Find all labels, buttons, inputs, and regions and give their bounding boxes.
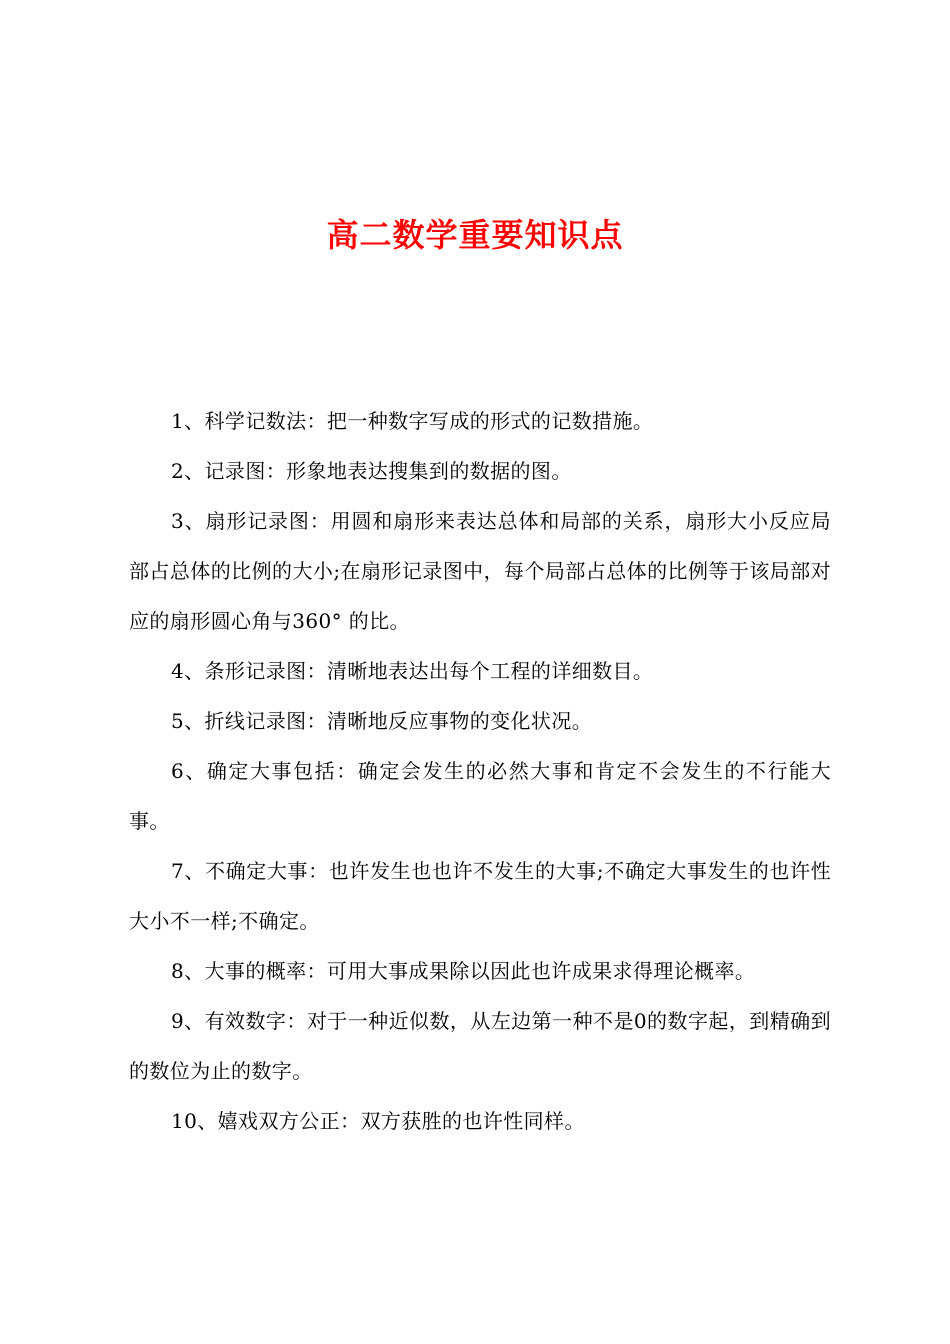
paragraph-10: 10、嬉戏双方公正：双方获胜的也许性同样。	[171, 1109, 585, 1133]
page-title: 高二数学重要知识点	[326, 216, 624, 254]
paragraph-4: 4、条形记录图：清晰地表达出每个工程的详细数目。	[171, 659, 654, 683]
paragraph-6: 6、确定大事包括：确定会发生的必然大事和肯定不会发生的不行能大事。	[129, 759, 831, 833]
paragraph-9: 9、有效数字：对于一种近似数，从左边第一种不是0的数字起，到精确到的数位为止的数字。	[129, 1009, 831, 1083]
document-body	[129, 396, 831, 1146]
paragraph-2: 2、记录图：形象地表达搜集到的数据的图。	[171, 459, 572, 483]
paragraph-3: 3、扇形记录图：用圆和扇形来表达总体和局部的关系，扇形大小反应局部占总体的比例的大小;在扇形记录图中，每个局部占总体的比例等于该局部对应的扇形圆心角与360° 的比。	[129, 509, 831, 633]
paragraph-1: 1、科学记数法：把一种数字写成的形式的记数措施。	[171, 409, 654, 433]
paragraph-7: 7、不确定大事：也许发生也也许不发生的大事;不确定大事发生的也许性大小不一样;不确定。	[129, 859, 831, 933]
paragraph-8: 8、大事的概率：可用大事成果除以因此也许成果求得理论概率。	[171, 959, 756, 983]
paragraph-5: 5、折线记录图：清晰地反应事物的变化状况。	[171, 709, 593, 733]
